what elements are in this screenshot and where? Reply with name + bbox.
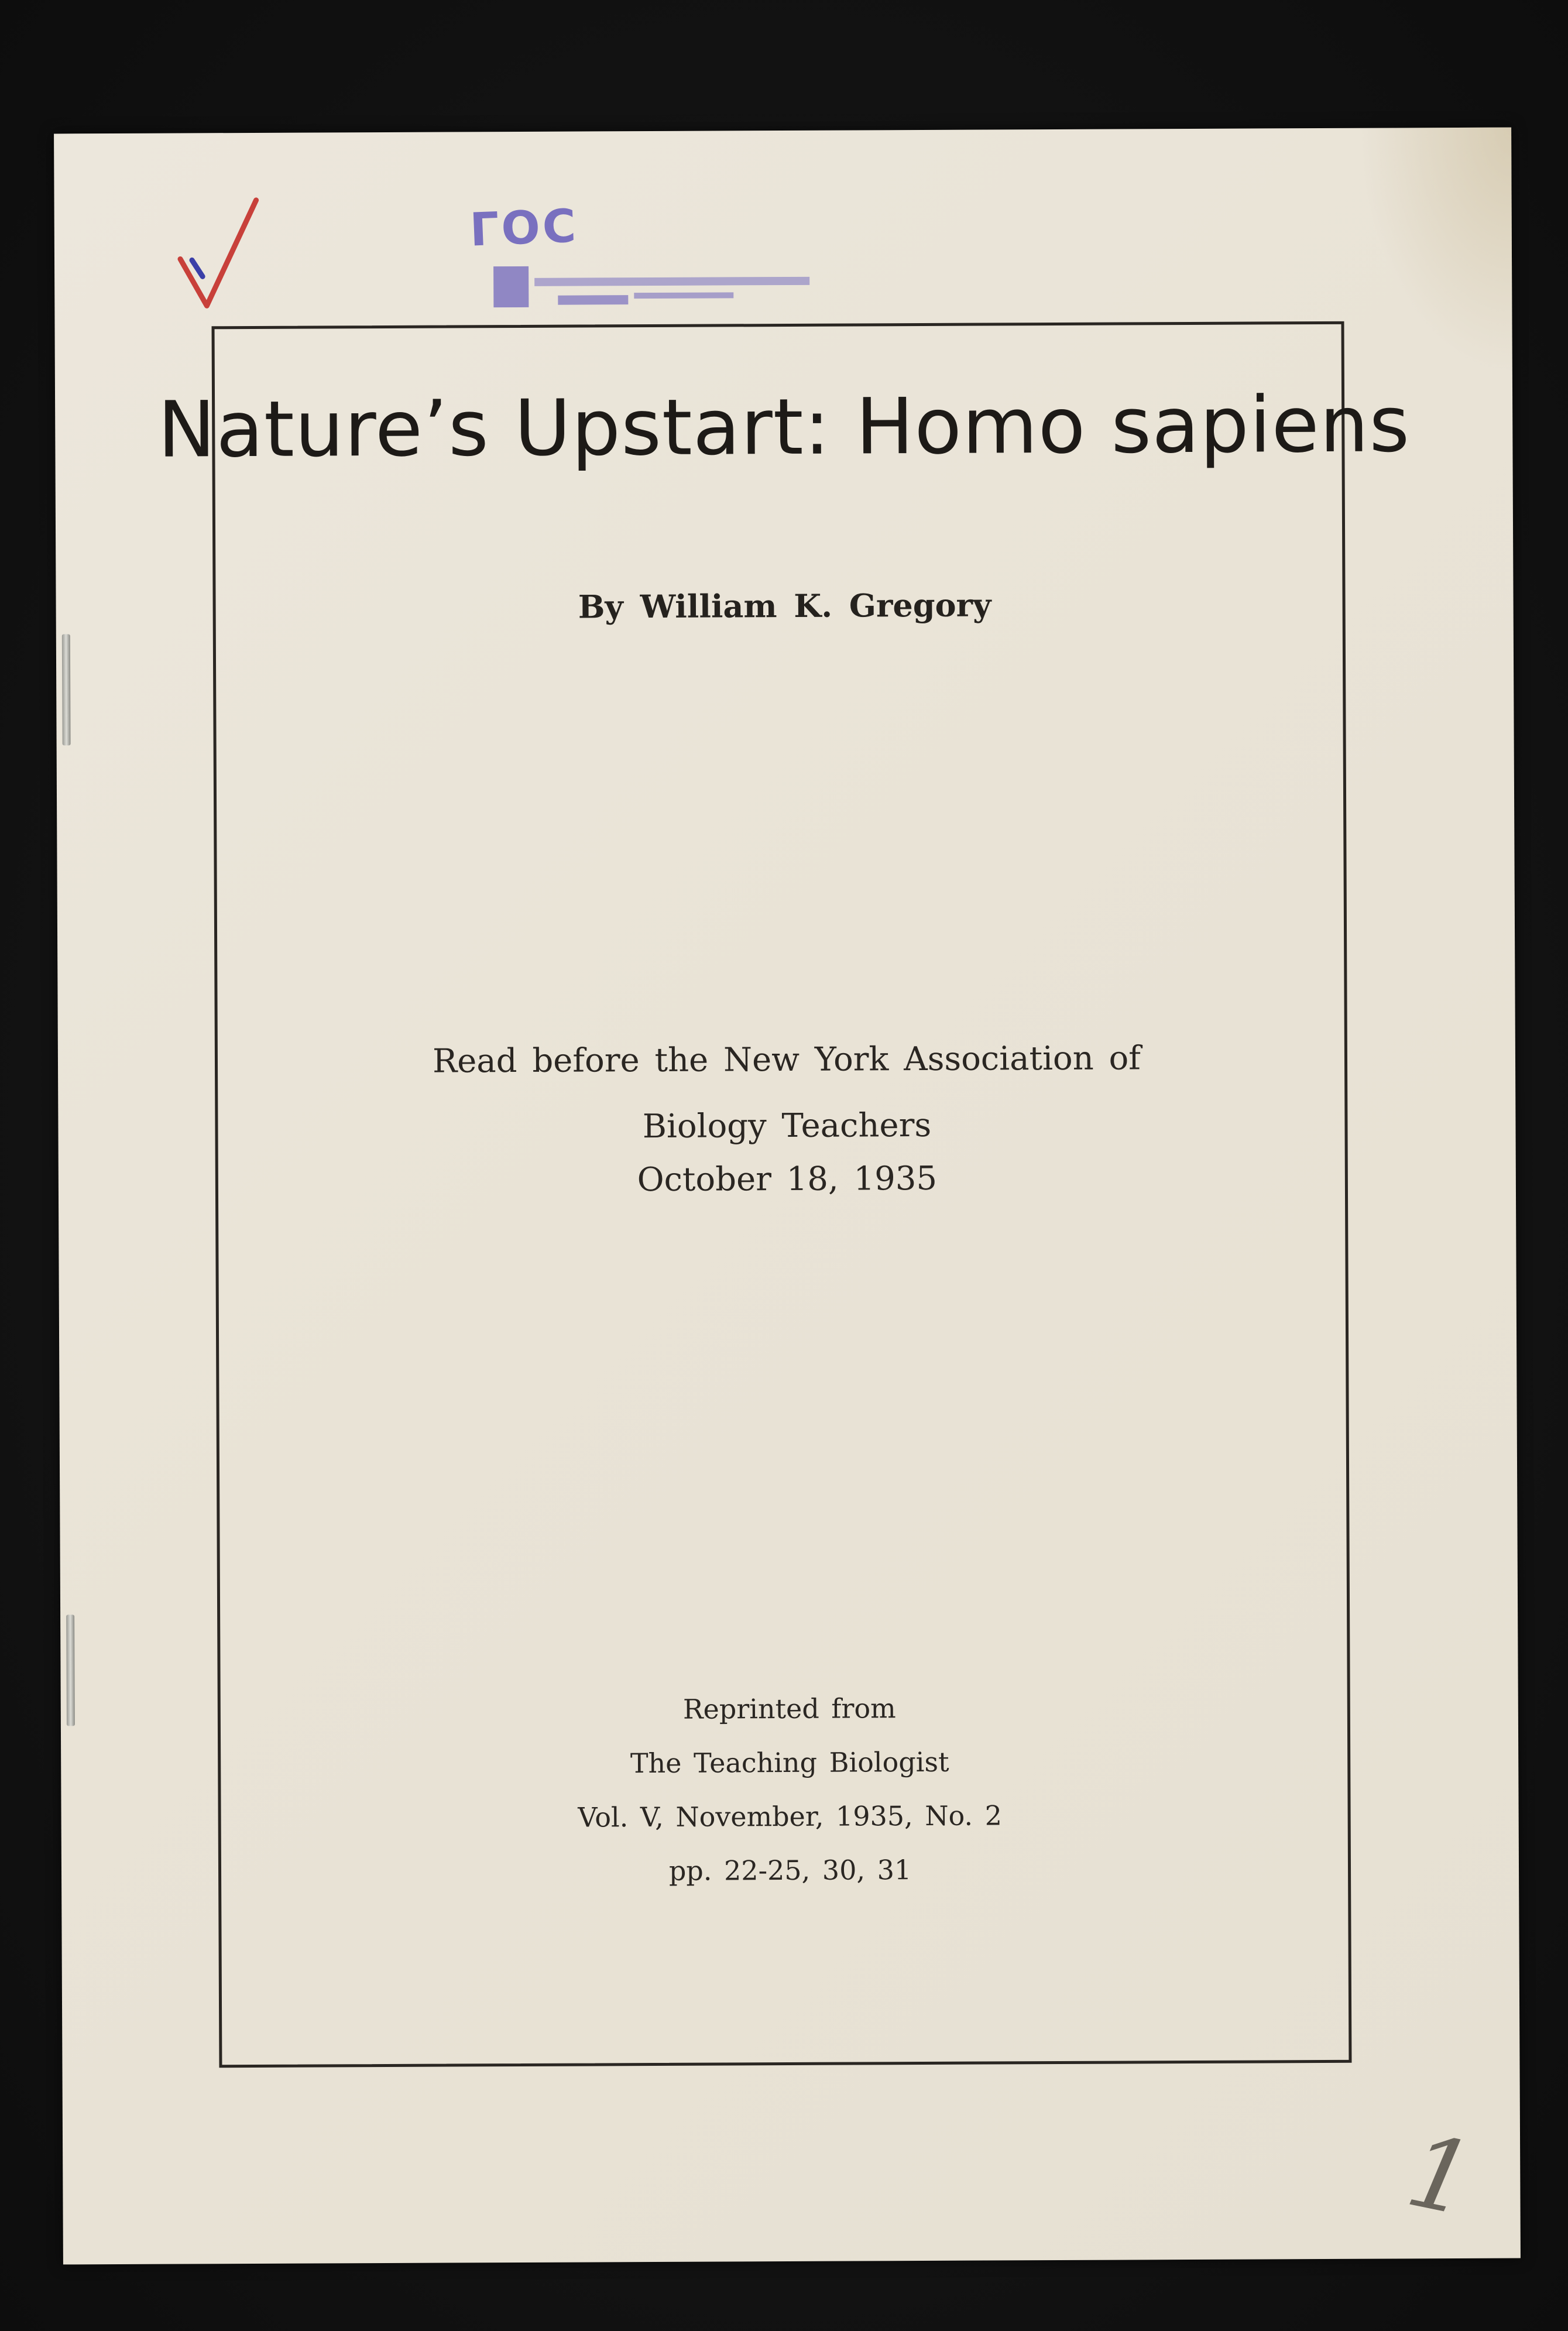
reprint-line-4: pp. 22-25, 30, 31 xyxy=(668,1854,912,1887)
read-before-line-1: Read before the New York Association of xyxy=(432,1039,1141,1081)
reprint-line-3: Vol. V, November, 1935, No. 2 xyxy=(578,1799,1003,1833)
reprint-info-block xyxy=(61,1679,1519,1901)
reprint-line-1: Reprinted from xyxy=(682,1692,896,1725)
read-before-block xyxy=(58,1038,1516,1202)
read-before-line-2: Biology Teachers xyxy=(642,1106,932,1146)
document-page xyxy=(54,128,1521,2265)
document-title: Nature’s Upstart: Homo sapiens xyxy=(157,379,1411,475)
handwritten-page-number: 1 xyxy=(1398,2113,1484,2240)
stamp-smudge-icon xyxy=(488,259,839,314)
library-stamp xyxy=(400,188,880,337)
read-before-date: October 18, 1935 xyxy=(637,1159,938,1199)
reprint-line-2: The Teaching Biologist xyxy=(630,1746,949,1780)
check-mark-icon xyxy=(174,194,263,318)
author-byline: By William K. Gregory xyxy=(578,586,991,626)
staple-top xyxy=(62,634,71,745)
stamp-text: ГОС xyxy=(469,200,579,257)
